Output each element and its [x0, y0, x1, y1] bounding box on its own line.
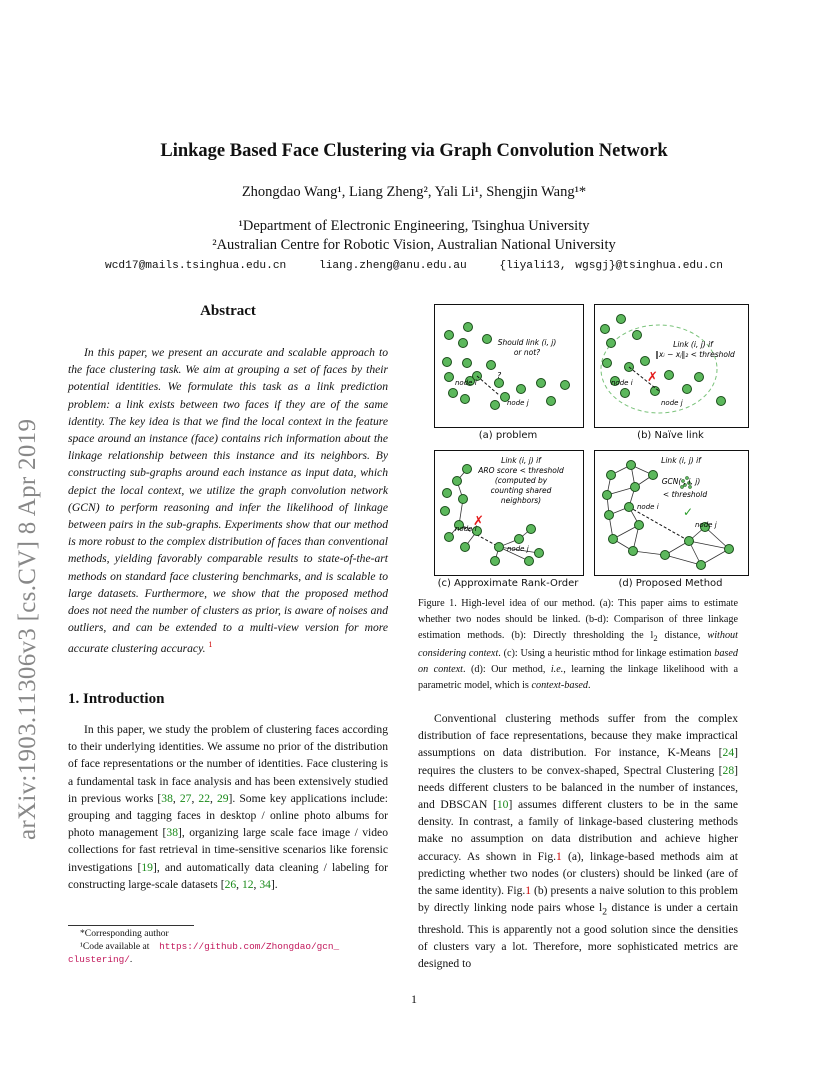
citation-link[interactable]: 38 [161, 791, 173, 805]
citation-link[interactable]: 28 [722, 763, 735, 777]
citation-link[interactable]: 10 [496, 798, 509, 812]
citation-link[interactable]: 26 [224, 877, 237, 891]
figure-ref-link[interactable]: 1 [556, 849, 562, 863]
email-2[interactable]: liang.zheng@anu.edu.au [319, 260, 467, 272]
footnote-corresponding: *Corresponding author [80, 928, 169, 939]
panel-a-question: Should link (i, j) [497, 338, 557, 347]
panel-c-graph [435, 451, 583, 575]
email-3[interactable]: {liyali13, wgsgj}@tsinghua.edu.cn [499, 260, 723, 272]
footnote-code: ¹Code available at https://github.com/Zhongdao/gcn_ [80, 941, 340, 952]
panel-a-node-j: node j [507, 399, 529, 407]
citation-link[interactable]: 27 [179, 791, 192, 805]
citation-link[interactable]: 22 [198, 791, 210, 805]
footnote-marker[interactable]: 1 [208, 640, 213, 650]
abstract-heading: Abstract [200, 303, 256, 319]
panel-d-rule-1: Link (i, j) if [661, 456, 701, 465]
footnote-divider [68, 925, 194, 926]
panel-b-cross-icon: ✗ [647, 370, 658, 385]
code-url-link[interactable]: https://github.com/Zhongdao/gcn_ [159, 941, 340, 952]
citation-link[interactable]: 34 [259, 877, 271, 891]
figure-label-c: (c) Approximate Rank-Order [437, 578, 579, 589]
panel-a-question-2: or not? [513, 348, 541, 357]
right-column-paragraph: Conventional clustering methods suffer from the complex distribution of face representations, because they make impractical assumptions on data distribution. For instance, K-Means [24] requires the clusters to be convex-shaped, Spectral Clustering [28] needs different clusters to be balanced in the number of instances, and DBSCAN [10] assumes different clusters to be in the same density. In contrast, a family of linkage-based clustering methods make no assumption on data distribution and achieve higher accuracy. As shown in Fig.1 (a), linkage-based methods aim at predicting whether two nodes (or clusters) should be linked (are of the same identity). Fig.1 (b) presents a naive solution to this problem by directly linking node pairs whose $l_2$ distance is under a certain threshold. This is apparently not a good solution since the densities of clusters vary a lot. Therefore, more sophisticated metrics are designed to [418, 712, 739, 971]
affiliation-2: ²Australian Centre for Robotic Vision, Australian National University [212, 237, 616, 253]
panel-a-node-i: node i [455, 379, 477, 387]
figure-panel-b [594, 304, 749, 428]
author-list: Zhongdao Wang¹, Liang Zheng², Yali Li¹, Shengjin Wang¹* [241, 184, 587, 200]
panel-c-rule-2: ARO score < threshold [478, 466, 564, 475]
figure-panel-d [594, 450, 749, 576]
panel-c-rule-1: Link (i, j) if [501, 456, 541, 465]
figure-1-caption: Figure 1. High-level idea of our method. (a): This paper aims to estimate whether two nodes should be linked. (b-d): Comparison of three linkage estimation methods. (b): Directly thresholding the $l_2$ distance, without considering context. (c): Using a heuristic mthod for linkage estimation based on context. (d): Our method, i.e., learning the linkage likelihood with a parametric model, which is context-based. [418, 598, 739, 692]
figure-panel-c [434, 450, 584, 576]
panel-b-node-j: node j [661, 399, 683, 407]
panel-d-rule-2: GCN( , i, j) [661, 477, 701, 486]
panel-a-graph [435, 305, 583, 427]
panel-c-rule-4: counting shared [490, 486, 552, 495]
figure-ref-link[interactable]: 1 [525, 884, 532, 898]
panel-b-node-i: node i [611, 379, 633, 387]
arxiv-stamp: arXiv:1903.11306v3 [cs.CV] 8 Apr 2019 [14, 418, 41, 840]
panel-b-graph [595, 305, 748, 427]
citation-link[interactable]: 38 [166, 826, 178, 840]
figure-1 [434, 304, 748, 594]
intro-paragraph: In this paper, we study the problem of clustering faces according to their underlying identities. We assume no prior of the distribution of face representations or the number of identities. Face clustering is a fundamental task in face analysis and has been extensively studied in previous works [38, 27, 22, 29]. Some key applications include: grouping and tagging faces in desktop / online photo albums for photo management [38], organizing large scale face image / video collections for fast retrieval in time-sensitive scenarios like forensic investigations [19], and automatically data cleaning / labeling for constructing large-scale datasets [26, 12, 34]. [68, 723, 389, 891]
section-heading-introduction: 1. Introduction [68, 691, 165, 707]
citation-link[interactable]: 24 [722, 746, 735, 760]
panel-d-check-icon: ✓ [683, 505, 694, 519]
figure-label-d: (d) Proposed Method [618, 578, 723, 589]
citation-link[interactable]: 29 [216, 791, 229, 805]
affiliation-1: ¹Department of Electronic Engineering, Tsinghua University [238, 218, 590, 234]
email-1[interactable]: wcd17@mails.tsinghua.edu.cn [105, 260, 287, 272]
panel-c-node-i: node i [455, 525, 477, 533]
panel-b-rule-2: ‖xᵢ − xⱼ‖₂ < threshold [655, 350, 735, 359]
abstract-body: In this paper, we present an accurate and scalable approach to the face clustering task. We aim at grouping a set of faces by their potential identities. We formulate this task as a link prediction problem: a link exists between two faces if they are of the same identity. The key idea is that we find the local context in the feature space around an instance (face) contains rich information about the linkage relationship between this instance and its neighbors. By constructing sub-graphs around each instance as input data, which depict the local context, we utilize the graph convolution network (GCN) to perform reasoning and infer the likelihood of linkage between pairs in the sub-graphs. Experiments show that our method is more robust to the complex distribution of faces than conventional methods, yielding favorably comparable results to state-of-the-art methods on standard face clustering benchmarks, and is scalable to large datasets. Furthermore, we show that the proposed method does not need the number of clusters as prior, is aware of noises and outliers, and can be extended to a multi-view version for more accurate clustering accuracy. $^1$ [68, 346, 388, 656]
email-line [0, 260, 828, 272]
footnote-code-cont: clustering/. [68, 954, 133, 965]
panel-d-rule-3: < threshold [662, 490, 708, 499]
panel-c-rule-5: neighbors) [500, 496, 542, 505]
panel-d-node-i: node i [637, 503, 659, 511]
citation-link[interactable]: 12 [241, 877, 254, 891]
panel-c-rule-3: (computed by [494, 476, 548, 485]
panel-b-rule-1: Link (i, j) if [673, 340, 713, 349]
paper-title: Linkage Based Face Clustering via Graph Convolution Network [160, 141, 668, 161]
figure-panel-a [434, 304, 584, 428]
figure-label-a: (a) problem [478, 430, 538, 441]
citation-link[interactable]: 19 [141, 860, 153, 874]
panel-d-graph [595, 451, 748, 575]
panel-a-question-mark: ? [497, 371, 502, 380]
code-url-link-cont[interactable]: clustering/ [68, 954, 130, 965]
panel-d-node-j: node j [695, 521, 717, 529]
figure-label-b: (b) Naïve link [637, 430, 704, 441]
panel-c-node-j: node j [507, 545, 529, 553]
page-number: 1 [411, 992, 417, 1006]
panel-c-cross-icon: ✗ [473, 514, 484, 529]
